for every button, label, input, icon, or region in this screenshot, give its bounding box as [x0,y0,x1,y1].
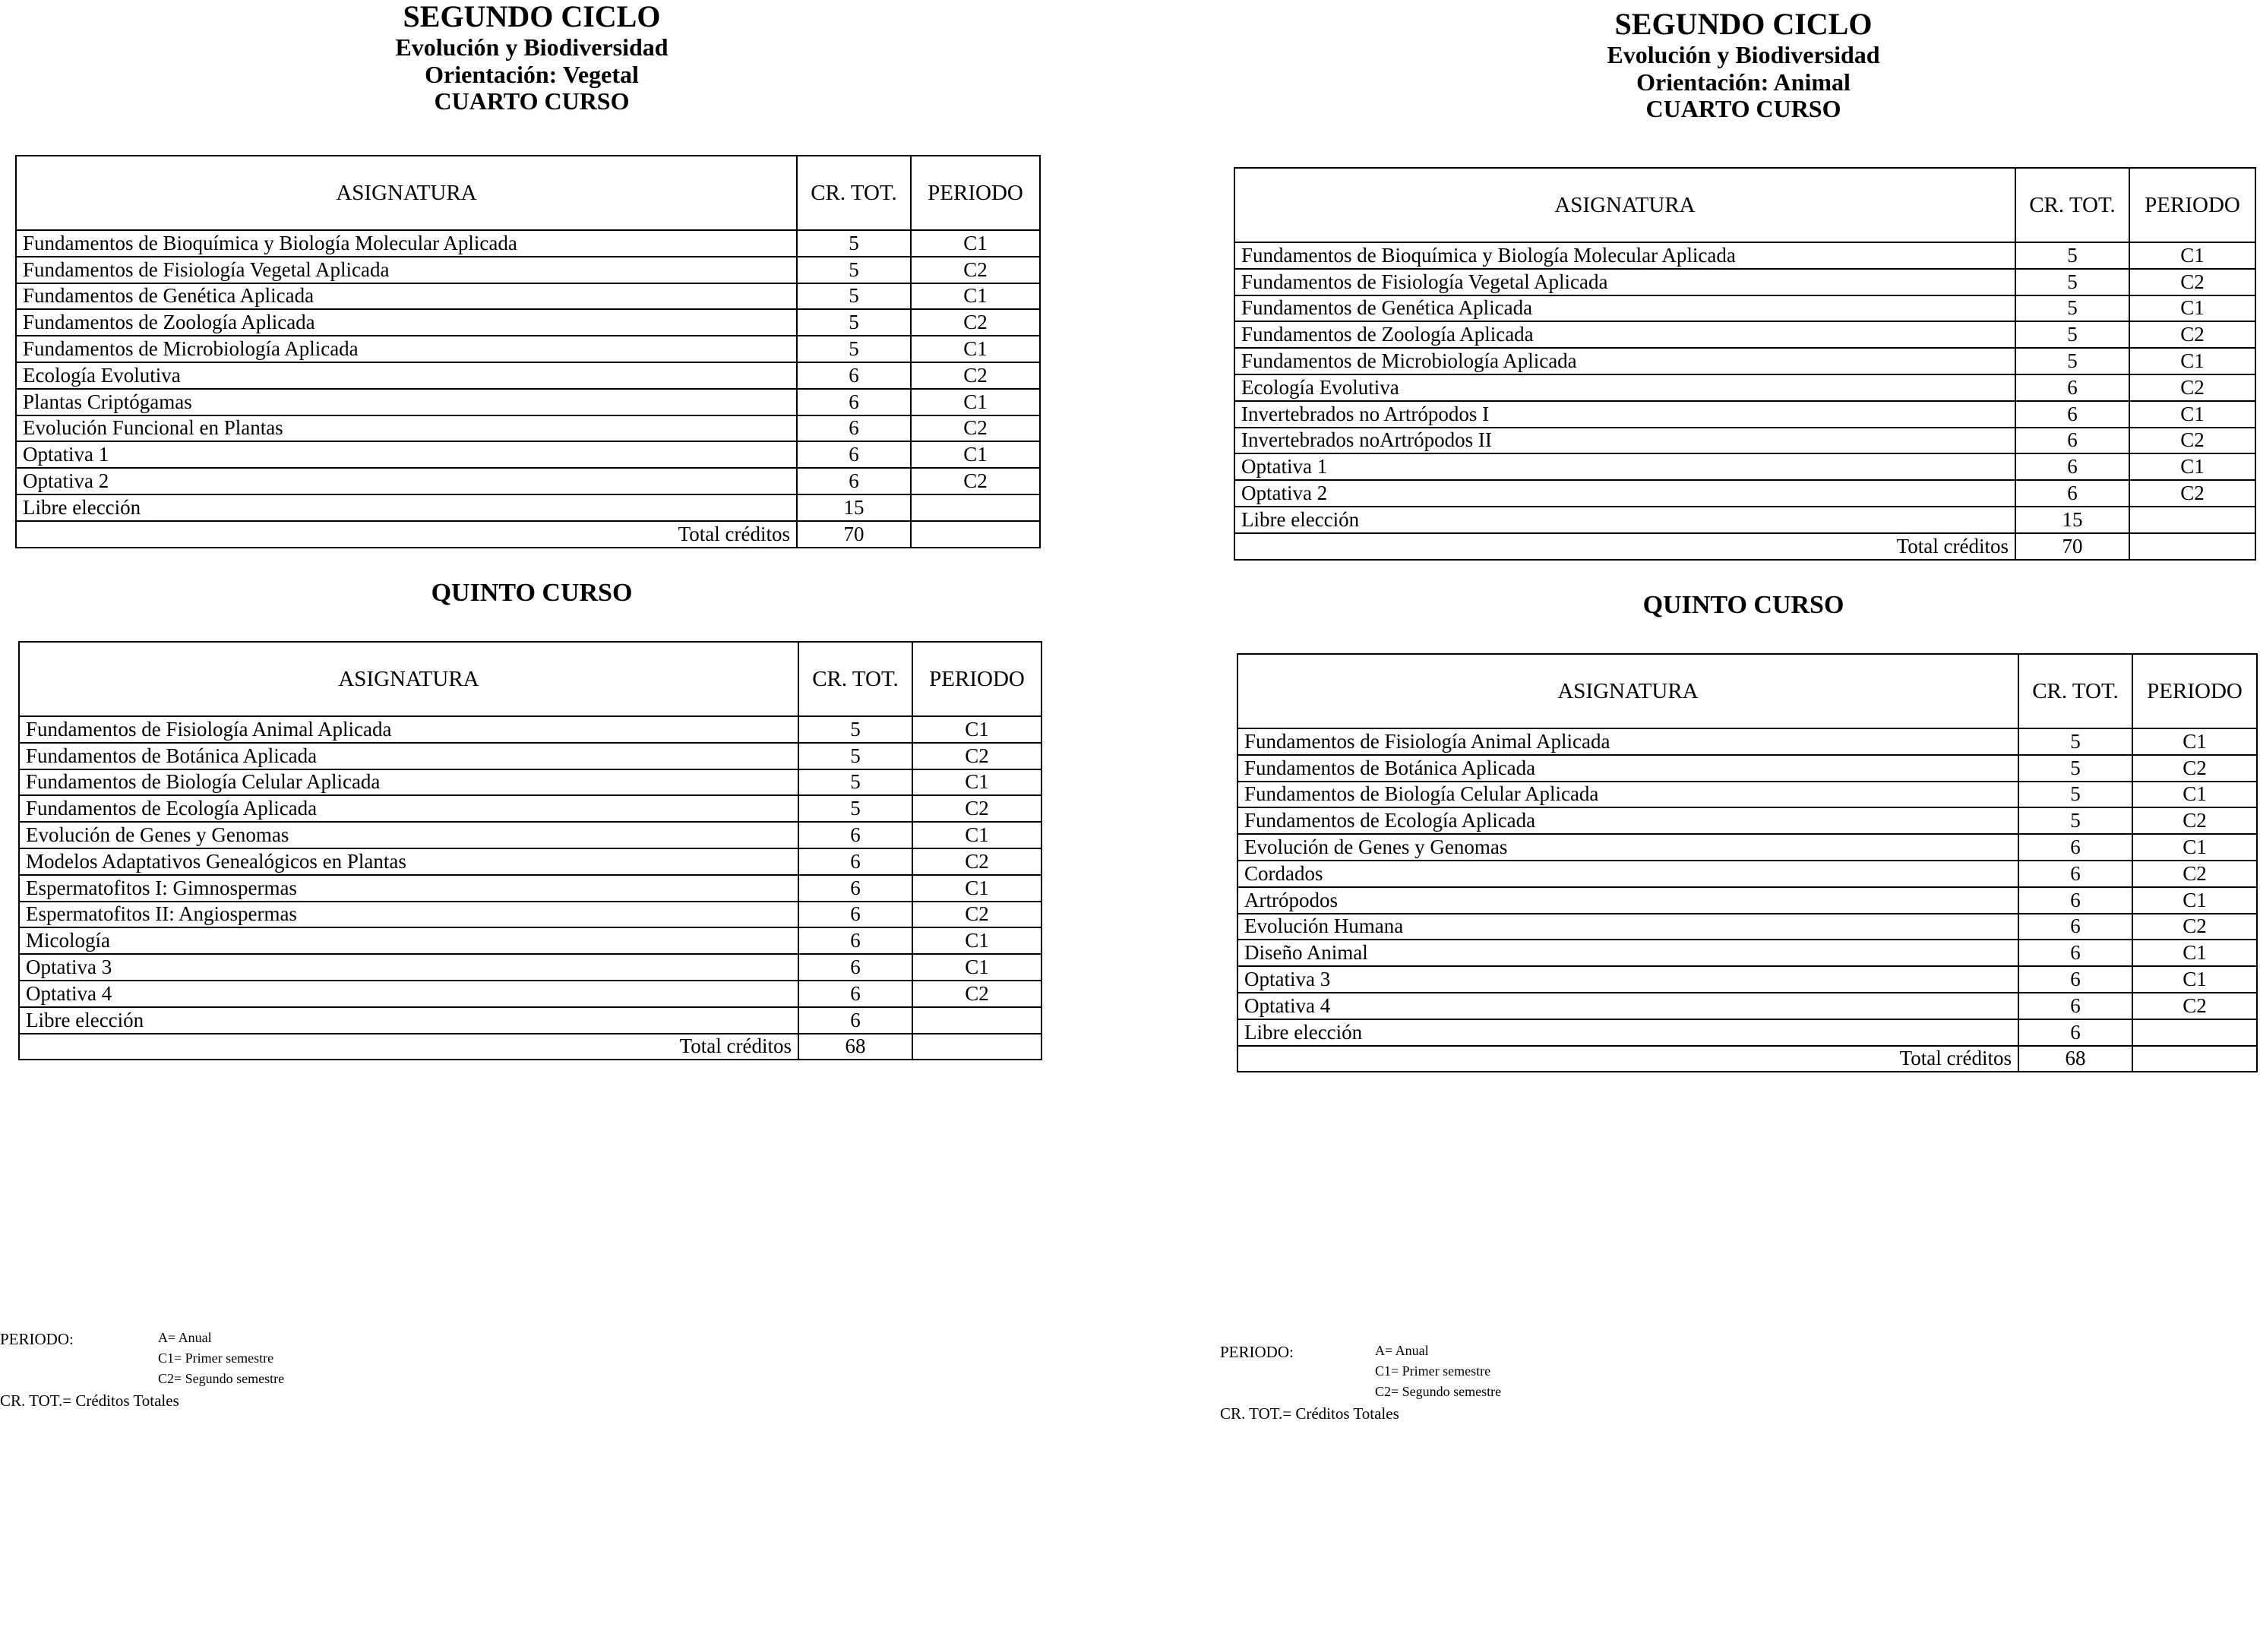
credits-cell: 6 [2018,834,2132,861]
total-row [1237,1046,2257,1072]
table-row [19,875,1041,902]
subject-cell: Ecología Evolutiva [1234,374,2015,401]
subject-cell: Fundamentos de Ecología Aplicada [1237,807,2018,834]
header-cr-tot: CR. TOT. [2018,654,2132,728]
table-row [1234,269,2255,295]
table-row [19,795,1041,822]
header-asignatura: ASIGNATURA [19,642,798,716]
credits-cell: 5 [798,769,912,796]
total-period-empty [2132,1046,2257,1072]
credits-cell: 6 [2015,374,2129,401]
left-cycle: SEGUNDO CICLO [403,0,661,33]
credits-cell: 5 [797,309,911,336]
total-row [1234,533,2255,560]
period-cell: C2 [912,981,1041,1007]
legend-periodo-key: PERIODO: [1220,1343,1294,1361]
credits-cell: 6 [2018,993,2132,1019]
table-row [1234,428,2255,454]
total-label: Total créditos [19,1034,798,1060]
credits-cell: 15 [2015,507,2129,533]
period-cell: C2 [2132,914,2257,940]
subject-cell: Optativa 4 [1237,993,2018,1019]
subject-cell: Espermatofitos I: Gimnospermas [19,875,798,902]
subject-cell: Invertebrados no Artrópodos I [1234,401,2015,428]
credits-cell: 5 [798,795,912,822]
period-cell: C1 [2132,834,2257,861]
subject-cell: Libre elección [1237,1019,2018,1046]
table-row [19,954,1041,981]
period-cell: C1 [912,822,1041,848]
subject-cell: Evolución Humana [1237,914,2018,940]
table-row [1234,374,2255,401]
credits-cell: 6 [798,954,912,981]
left-heading [319,0,744,115]
right-degree: Evolución y Biodiversidad [1607,40,1880,68]
legend-anual: A= Anual [158,1330,212,1345]
period-cell: C1 [2129,295,2255,322]
credits-cell: 5 [2018,807,2132,834]
left-degree: Evolución y Biodiversidad [395,33,669,61]
total-label: Total créditos [1237,1046,2018,1072]
period-cell: C2 [2129,480,2255,507]
subject-cell: Evolución de Genes y Genomas [19,822,798,848]
credits-cell: 15 [797,494,911,521]
period-cell: C1 [911,441,1040,468]
period-cell: C2 [2129,428,2255,454]
table-row [1237,834,2257,861]
table-row [16,309,1040,336]
table-row [19,716,1041,743]
period-cell: C2 [912,795,1041,822]
table-row [19,981,1041,1007]
period-cell: C1 [2132,940,2257,966]
period-cell: C2 [911,415,1040,442]
credits-cell: 5 [2018,782,2132,808]
credits-cell: 6 [2015,401,2129,428]
table-row [1234,295,2255,322]
subject-cell: Fundamentos de Microbiología Aplicada [1234,348,2015,374]
legend-anual: A= Anual [1375,1343,1429,1358]
legend-c2: C2= Segundo semestre [158,1371,285,1386]
subject-cell: Plantas Criptógamas [16,389,797,415]
credits-cell: 6 [798,981,912,1007]
credits-cell: 5 [798,743,912,769]
subject-cell: Optativa 2 [1234,480,2015,507]
period-cell: C2 [2129,374,2255,401]
credits-cell: 6 [797,362,911,389]
table-row [1237,1019,2257,1046]
period-cell: C1 [911,336,1040,362]
subject-cell: Invertebrados noArtrópodos II [1234,428,2015,454]
subject-cell: Fundamentos de Biología Celular Aplicada [19,769,798,796]
period-cell: C1 [2132,728,2257,755]
subject-cell: Optativa 1 [16,441,797,468]
header-periodo: PERIODO [912,642,1041,716]
period-cell: C1 [2132,887,2257,914]
credits-cell: 6 [2018,887,2132,914]
period-cell: C2 [912,902,1041,928]
table-header [16,156,1040,230]
period-cell: C2 [911,362,1040,389]
subject-cell: Fundamentos de Bioquímica y Biología Molecular Aplicada [16,230,797,257]
subject-cell: Fundamentos de Genética Aplicada [1234,295,2015,322]
period-cell: C2 [911,257,1040,283]
subject-cell: Fundamentos de Fisiología Vegetal Aplicada [16,257,797,283]
table-row [19,822,1041,848]
period-cell: C1 [2132,966,2257,993]
period-cell: C1 [2129,348,2255,374]
subject-cell: Evolución Funcional en Plantas [16,415,797,442]
credits-cell: 5 [2015,242,2129,269]
credits-cell: 5 [797,336,911,362]
table-row [19,902,1041,928]
right-heading [1531,8,1956,123]
subject-cell: Artrópodos [1237,887,2018,914]
total-period-empty [912,1034,1041,1060]
credits-cell: 6 [2015,453,2129,480]
period-cell: C2 [911,468,1040,494]
subject-cell: Libre elección [16,494,797,521]
total-row [19,1034,1041,1060]
table-row [16,257,1040,283]
subject-cell: Modelos Adaptativos Genealógicos en Plantas [19,848,798,875]
table-row [16,336,1040,362]
subject-cell: Fundamentos de Botánica Aplicada [19,743,798,769]
credits-cell: 6 [797,441,911,468]
header-asignatura: ASIGNATURA [1234,168,2015,242]
credits-cell: 6 [2018,966,2132,993]
credits-cell: 5 [797,230,911,257]
table-header [1237,654,2257,728]
table-row [1234,321,2255,348]
subject-cell: Libre elección [1234,507,2015,533]
period-cell: C2 [2129,269,2255,295]
subject-cell: Fundamentos de Fisiología Animal Aplicada [1237,728,2018,755]
legend-periodo-key: PERIODO: [0,1330,74,1348]
credits-cell: 6 [2015,480,2129,507]
period-cell [911,494,1040,521]
subject-cell: Cordados [1237,861,2018,887]
period-cell: C1 [2129,242,2255,269]
credits-cell: 6 [798,822,912,848]
period-cell: C2 [912,743,1041,769]
right-legend [1220,1342,1615,1424]
period-cell: C2 [912,848,1041,875]
total-credits: 70 [797,521,911,548]
period-cell: C2 [2129,321,2255,348]
legend-crtot: CR. TOT.= Créditos Totales [1220,1404,1399,1423]
credits-cell: 5 [2018,728,2132,755]
table-row [16,362,1040,389]
period-cell: C2 [2132,755,2257,782]
credits-cell: 6 [798,927,912,954]
credits-cell: 5 [2015,269,2129,295]
credits-cell: 5 [797,257,911,283]
table-row [19,743,1041,769]
left-fifth-table [18,641,1042,1060]
period-cell: C1 [912,927,1041,954]
subject-cell: Espermatofitos II: Angiospermas [19,902,798,928]
header-asignatura: ASIGNATURA [1237,654,2018,728]
right-orientation: Orientación: Animal [1636,68,1851,96]
table-row [16,494,1040,521]
subject-cell: Fundamentos de Ecología Aplicada [19,795,798,822]
period-cell [2132,1019,2257,1046]
total-label: Total créditos [1234,533,2015,560]
header-cr-tot: CR. TOT. [798,642,912,716]
period-cell: C1 [912,875,1041,902]
table-row [1234,348,2255,374]
table-row [19,769,1041,796]
table-row [1237,782,2257,808]
table-header [1234,168,2255,242]
legend-c1: C1= Primer semestre [158,1350,274,1366]
subject-cell: Fundamentos de Fisiología Animal Aplicada [19,716,798,743]
subject-cell: Optativa 3 [19,954,798,981]
table-row [16,468,1040,494]
credits-cell: 6 [2018,940,2132,966]
period-cell: C1 [912,769,1041,796]
credits-cell: 5 [2015,348,2129,374]
credits-cell: 6 [798,848,912,875]
subject-cell: Micología [19,927,798,954]
credits-cell: 5 [797,283,911,310]
subject-cell: Evolución de Genes y Genomas [1237,834,2018,861]
total-credits: 70 [2015,533,2129,560]
left-course5-title: QUINTO CURSO [431,579,633,607]
credits-cell: 5 [2018,755,2132,782]
period-cell: C1 [911,283,1040,310]
legend-crtot: CR. TOT.= Créditos Totales [0,1391,179,1410]
left-course4-title: CUARTO CURSO [434,87,630,115]
period-cell: C1 [2132,782,2257,808]
left-fourth-table [15,155,1041,548]
table-row [1234,453,2255,480]
credits-cell: 6 [797,389,911,415]
credits-cell: 5 [2015,321,2129,348]
credits-cell: 6 [2015,428,2129,454]
subject-cell: Fundamentos de Zoología Aplicada [1234,321,2015,348]
period-cell [2129,507,2255,533]
total-credits: 68 [2018,1046,2132,1072]
credits-cell: 5 [798,716,912,743]
subject-cell: Fundamentos de Botánica Aplicada [1237,755,2018,782]
credits-cell: 6 [798,875,912,902]
credits-cell: 6 [2018,861,2132,887]
subject-cell: Libre elección [19,1007,798,1034]
period-cell: C1 [912,716,1041,743]
table-row [1237,861,2257,887]
subject-cell: Optativa 4 [19,981,798,1007]
table-row [16,230,1040,257]
period-cell: C1 [2129,453,2255,480]
table-row [16,283,1040,310]
subject-cell: Optativa 3 [1237,966,2018,993]
credits-cell: 6 [798,1007,912,1034]
period-cell: C1 [911,389,1040,415]
table-row [19,1007,1041,1034]
right-cycle: SEGUNDO CICLO [1614,7,1873,41]
table-row [1237,940,2257,966]
credits-cell: 6 [797,415,911,442]
table-row [1237,755,2257,782]
subject-cell: Fundamentos de Fisiología Vegetal Aplicada [1234,269,2015,295]
right-course5-title: QUINTO CURSO [1642,591,1844,619]
credits-cell: 6 [797,468,911,494]
table-row [1237,807,2257,834]
credits-cell: 6 [2018,914,2132,940]
table-row [1237,993,2257,1019]
subject-cell: Fundamentos de Microbiología Aplicada [16,336,797,362]
period-cell: C1 [2129,401,2255,428]
table-row [1237,887,2257,914]
header-cr-tot: CR. TOT. [797,156,911,230]
period-cell: C2 [2132,807,2257,834]
period-cell: C2 [2132,861,2257,887]
total-period-empty [2129,533,2255,560]
table-row [1234,401,2255,428]
table-row [16,415,1040,442]
right-fifth-table [1237,653,2258,1072]
right-fourth-table [1234,167,2256,561]
period-cell [912,1007,1041,1034]
header-cr-tot: CR. TOT. [2015,168,2129,242]
credits-cell: 6 [798,902,912,928]
header-periodo: PERIODO [911,156,1040,230]
left-orientation: Orientación: Vegetal [425,60,639,88]
subject-cell: Optativa 2 [16,468,797,494]
table-row [1237,914,2257,940]
subject-cell: Ecología Evolutiva [16,362,797,389]
table-row [19,848,1041,875]
period-cell: C2 [911,309,1040,336]
credits-cell: 6 [2018,1019,2132,1046]
left-legend [0,1329,395,1411]
header-asignatura: ASIGNATURA [16,156,797,230]
total-credits: 68 [798,1034,912,1060]
period-cell: C1 [911,230,1040,257]
table-row [16,441,1040,468]
table-row [1234,480,2255,507]
table-row [19,927,1041,954]
table-row [1234,507,2255,533]
table-row [1234,242,2255,269]
total-row [16,521,1040,548]
header-periodo: PERIODO [2132,654,2257,728]
table-row [1237,728,2257,755]
table-row [16,389,1040,415]
right-course4-title: CUARTO CURSO [1645,95,1841,123]
table-row [1237,966,2257,993]
subject-cell: Diseño Animal [1237,940,2018,966]
subject-cell: Optativa 1 [1234,453,2015,480]
subject-cell: Fundamentos de Biología Celular Aplicada [1237,782,2018,808]
period-cell: C1 [912,954,1041,981]
total-period-empty [911,521,1040,548]
legend-c1: C1= Primer semestre [1375,1363,1491,1379]
table-header [19,642,1041,716]
period-cell: C2 [2132,993,2257,1019]
subject-cell: Fundamentos de Bioquímica y Biología Molecular Aplicada [1234,242,2015,269]
subject-cell: Fundamentos de Genética Aplicada [16,283,797,310]
subject-cell: Fundamentos de Zoología Aplicada [16,309,797,336]
legend-c2: C2= Segundo semestre [1375,1384,1502,1399]
header-periodo: PERIODO [2129,168,2255,242]
credits-cell: 5 [2015,295,2129,322]
total-label: Total créditos [16,521,797,548]
